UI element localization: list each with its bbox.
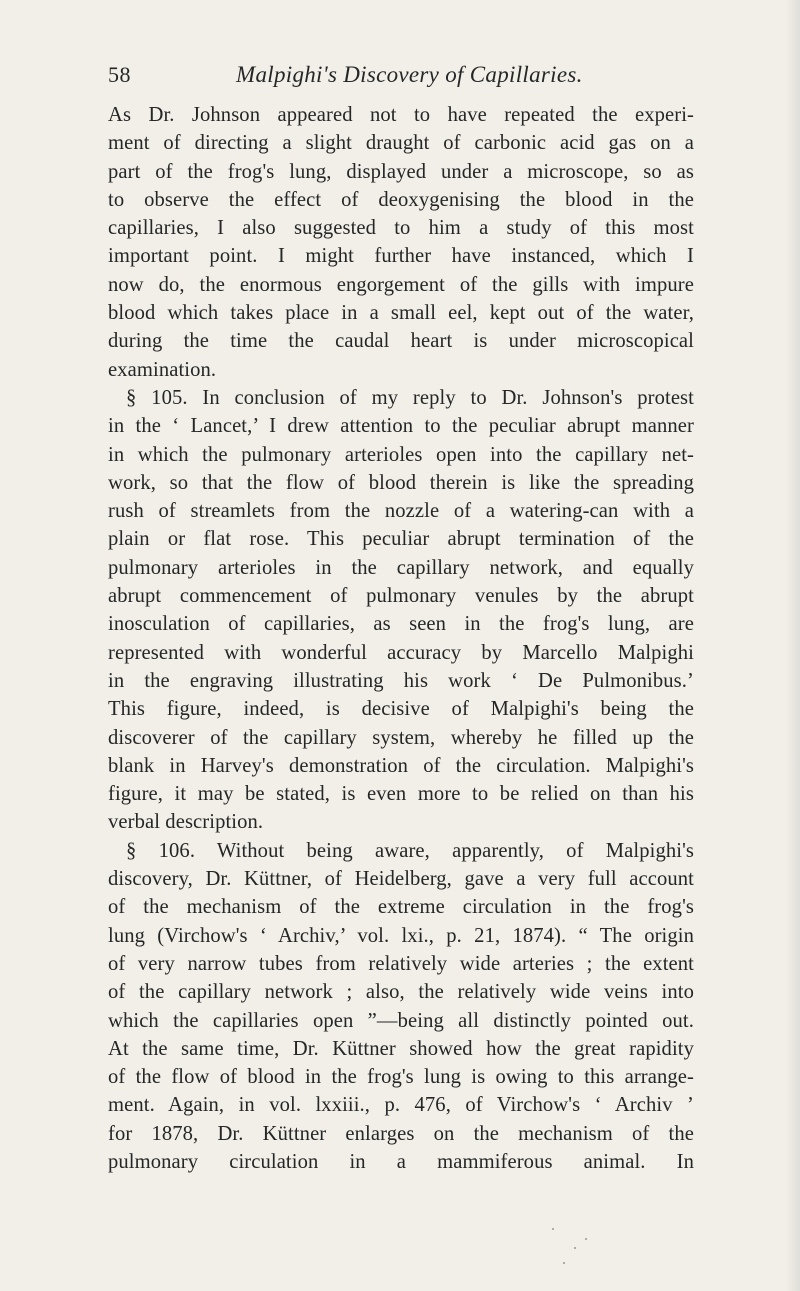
text-line: As Dr. Johnson appeared not to have repeated the experi- xyxy=(108,104,694,126)
text-line: At the same time, Dr. Küttner showed how the great rapidity xyxy=(108,1037,694,1060)
text-line: This figure, indeed, is decisive of Malpighi's being the xyxy=(108,698,694,721)
paper-speck xyxy=(574,1247,576,1249)
text-line: of the flow of blood in the frog's lung is owing to this arrange- xyxy=(108,1066,694,1089)
paper-speck xyxy=(585,1238,587,1240)
text-line: blood which takes place in a small eel, kept out of the water, xyxy=(108,302,694,325)
page-number: 58 xyxy=(108,62,131,87)
page-header xyxy=(0,62,800,96)
text-line: in which the pulmonary arterioles open into the capillary net- xyxy=(108,443,694,466)
text-line: work, so that the flow of blood therein is like the spreading xyxy=(108,471,694,494)
text-line: of the capillary network ; also, the relatively wide veins into xyxy=(108,981,694,1004)
text-line: pulmonary arterioles in the capillary network, and equally xyxy=(108,556,694,579)
text-line: now do, the enormous engorgement of the gills with impure xyxy=(108,273,694,296)
paragraph xyxy=(108,837,694,1177)
text-line: abrupt commencement of pulmonary venules by the abrupt xyxy=(108,585,694,608)
text-line: to observe the effect of deoxygenising the blood in the xyxy=(108,188,694,211)
text-line: represented with wonderful accuracy by Marcello Malpighi xyxy=(108,641,694,664)
text-line: figure, it may be stated, is even more to be relied on than his xyxy=(108,783,694,806)
text-line: ment of directing a slight draught of carbonic acid gas on a xyxy=(108,132,694,155)
text-line: verbal description. xyxy=(108,811,264,834)
text-line: pulmonary circulation in a mammiferous animal. In xyxy=(108,1150,694,1173)
text-line: capillaries, I also suggested to him a study of this most xyxy=(108,217,694,240)
text-line: which the capillaries open ”—being all distinctly pointed out. xyxy=(108,1009,694,1032)
page-edge-shadow xyxy=(786,0,800,1291)
text-line: part of the frog's lung, displayed under a microscope, so as xyxy=(108,160,694,183)
text-line: discoverer of the capillary system, whereby he filled up the xyxy=(108,726,694,749)
text-line: inosculation of capillaries, as seen in the frog's lung, are xyxy=(108,613,694,636)
text-line: blank in Harvey's demonstration of the circulation. Malpighi's xyxy=(108,754,694,777)
text-line: discovery, Dr. Küttner, of Heidelberg, gave a very full account xyxy=(108,868,694,891)
text-line: ment. Again, in vol. lxxiii., p. 476, of Virchow's ‘ Archiv ’ xyxy=(108,1094,694,1117)
running-title: Malpighi's Discovery of Capillaries. xyxy=(236,62,583,87)
paragraph xyxy=(108,384,694,837)
paper-speck xyxy=(563,1262,565,1264)
text-line: in the engraving illustrating his work ‘ De Pulmonibus.’ xyxy=(108,669,694,692)
text-line: examination. xyxy=(108,358,217,381)
text-line: for 1878, Dr. Küttner enlarges on the mechanism of the xyxy=(108,1122,694,1145)
paper-speck xyxy=(552,1228,554,1230)
text-line: important point. I might further have instanced, which I xyxy=(108,245,694,268)
text-line: § 106. Without being aware, apparently, of Malpighi's xyxy=(126,839,694,862)
text-line: during the time the caudal heart is under microscopical xyxy=(108,330,694,353)
text-line: plain or flat rose. This peculiar abrupt termination of the xyxy=(108,528,694,551)
text-line: in the ‘ Lancet,’ I drew attention to the peculiar abrupt manner xyxy=(108,415,694,438)
text-line: § 105. In conclusion of my reply to Dr. Johnson's protest xyxy=(126,386,694,409)
text-line: of very narrow tubes from relatively wide arteries ; the extent xyxy=(108,952,694,975)
body-text xyxy=(108,101,694,1176)
text-line: lung (Virchow's ‘ Archiv,’ vol. lxi., p. 21, 1874). “ The origin xyxy=(108,924,694,947)
text-line: rush of streamlets from the nozzle of a watering-can with a xyxy=(108,500,694,523)
text-line: of the mechanism of the extreme circulation in the frog's xyxy=(108,896,694,919)
paragraph xyxy=(108,101,694,384)
